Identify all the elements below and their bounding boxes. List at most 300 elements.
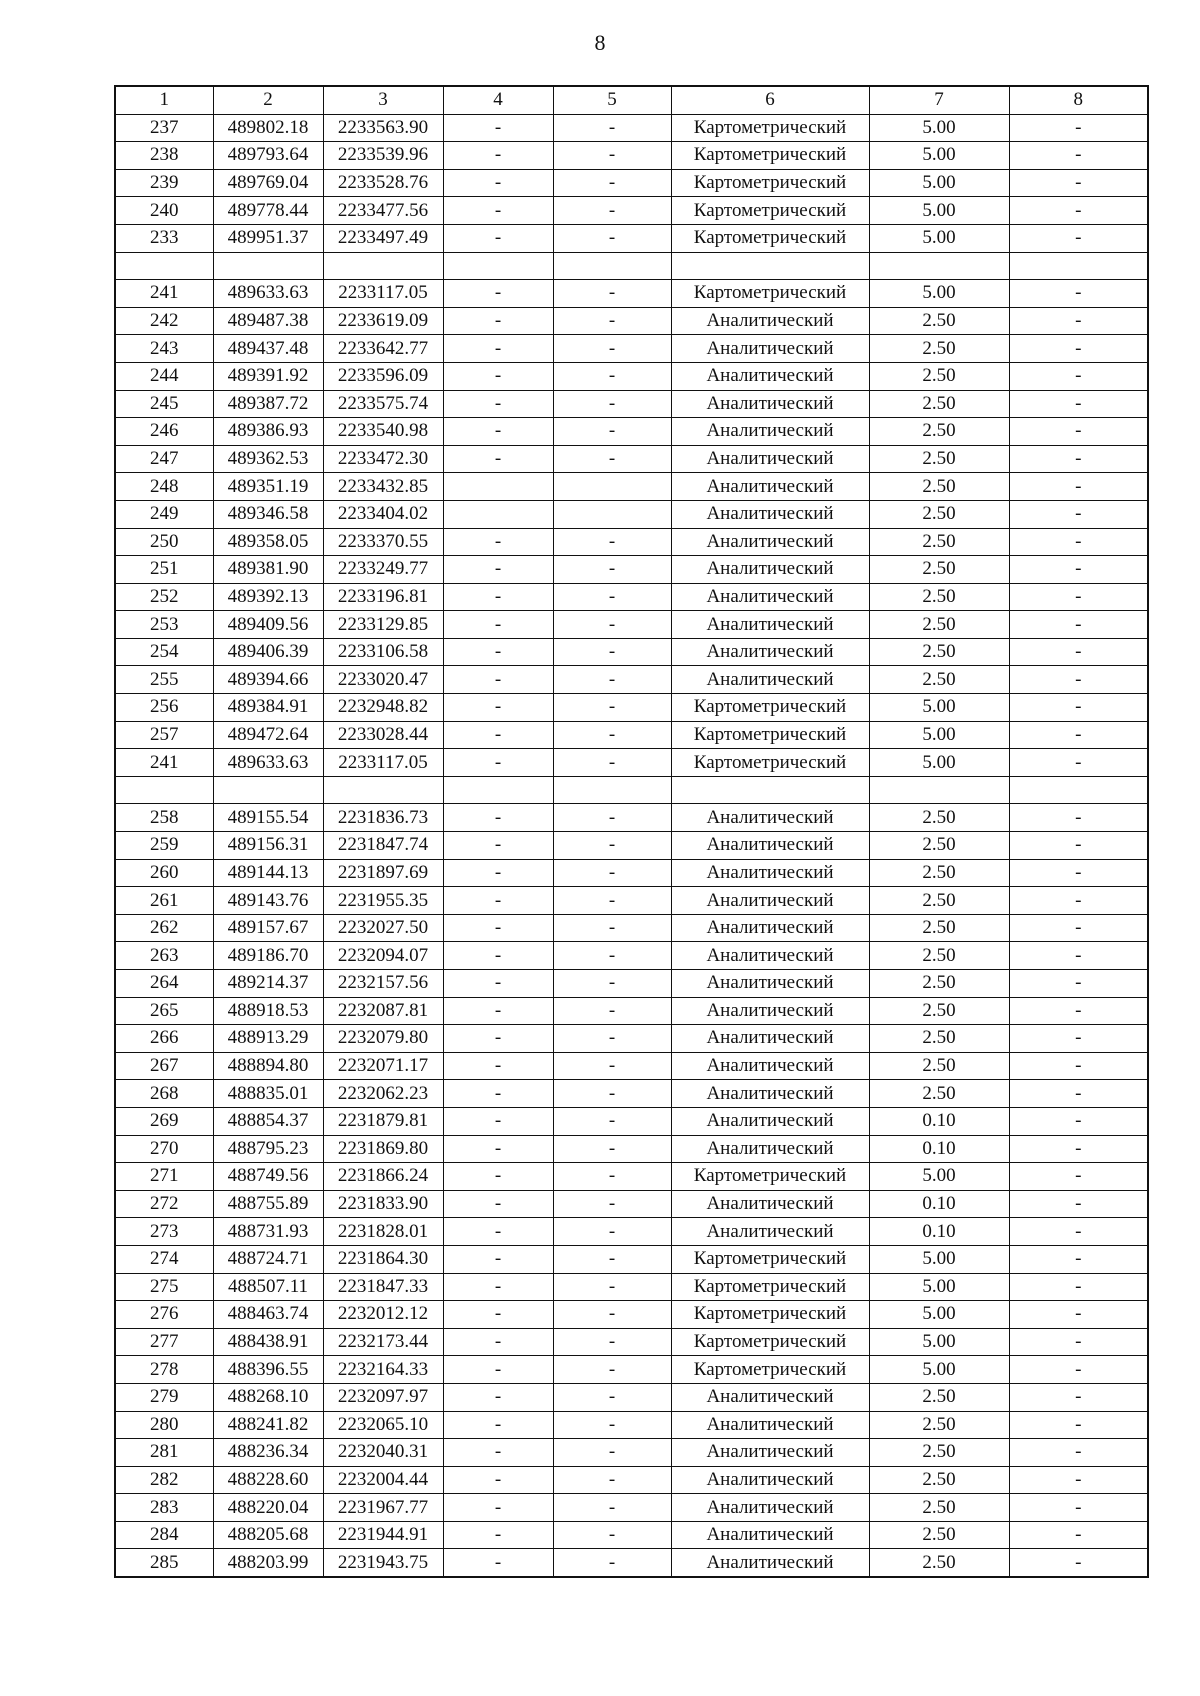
table-cell: Аналитический bbox=[671, 997, 869, 1025]
table-cell: 2.50 bbox=[869, 804, 1009, 832]
table-cell: - bbox=[443, 749, 553, 777]
table-cell: 488918.53 bbox=[213, 997, 323, 1025]
table-cell: 2.50 bbox=[869, 1494, 1009, 1522]
table-row bbox=[115, 1052, 1148, 1080]
table-cell: 2233020.47 bbox=[323, 666, 443, 694]
table-cell: 260 bbox=[115, 859, 213, 887]
table-row bbox=[115, 1466, 1148, 1494]
table-cell: - bbox=[443, 307, 553, 335]
table-cell: - bbox=[1009, 142, 1148, 170]
table-cell bbox=[1009, 252, 1148, 280]
table-cell: - bbox=[1009, 1383, 1148, 1411]
table-cell: - bbox=[553, 445, 671, 473]
table-cell: 2.50 bbox=[869, 418, 1009, 446]
table-cell: - bbox=[553, 280, 671, 308]
table-cell: Аналитический bbox=[671, 832, 869, 860]
table-cell: - bbox=[443, 1439, 553, 1467]
table-cell: - bbox=[553, 666, 671, 694]
table-cell: 488894.80 bbox=[213, 1052, 323, 1080]
table-cell: - bbox=[553, 749, 671, 777]
table-cell: 257 bbox=[115, 721, 213, 749]
table-cell: - bbox=[443, 1245, 553, 1273]
table-cell: 237 bbox=[115, 114, 213, 142]
table-cell: 2232040.31 bbox=[323, 1439, 443, 1467]
table-cell: - bbox=[553, 307, 671, 335]
table-row bbox=[115, 1135, 1148, 1163]
page-number: 8 bbox=[594, 30, 606, 55]
table-cell: - bbox=[1009, 1301, 1148, 1329]
table-cell bbox=[443, 776, 553, 804]
table-row bbox=[115, 1439, 1148, 1467]
table-cell: 5.00 bbox=[869, 1301, 1009, 1329]
table-row bbox=[115, 335, 1148, 363]
table-cell: Аналитический bbox=[671, 418, 869, 446]
table-cell: Аналитический bbox=[671, 1466, 869, 1494]
table-cell: - bbox=[1009, 1521, 1148, 1549]
table-row bbox=[115, 749, 1148, 777]
table-row bbox=[115, 252, 1148, 280]
table-cell: - bbox=[443, 694, 553, 722]
table-body bbox=[115, 114, 1148, 1577]
table-cell: - bbox=[1009, 1218, 1148, 1246]
table-cell: 248 bbox=[115, 473, 213, 501]
table-cell: 2233129.85 bbox=[323, 611, 443, 639]
table-cell: 259 bbox=[115, 832, 213, 860]
table-cell: Аналитический bbox=[671, 1190, 869, 1218]
table-row bbox=[115, 500, 1148, 528]
table-cell: - bbox=[443, 1273, 553, 1301]
table-row bbox=[115, 1356, 1148, 1384]
table-cell: 270 bbox=[115, 1135, 213, 1163]
table-cell: 2.50 bbox=[869, 528, 1009, 556]
table-cell: 2232173.44 bbox=[323, 1328, 443, 1356]
table-cell: Аналитический bbox=[671, 1052, 869, 1080]
table-cell: 249 bbox=[115, 500, 213, 528]
table-row bbox=[115, 169, 1148, 197]
table-cell: Аналитический bbox=[671, 528, 869, 556]
table-cell: 262 bbox=[115, 914, 213, 942]
column-header: 6 bbox=[671, 86, 869, 114]
table-cell: 2231833.90 bbox=[323, 1190, 443, 1218]
table-cell: 2.50 bbox=[869, 832, 1009, 860]
table-row bbox=[115, 307, 1148, 335]
table-cell: 5.00 bbox=[869, 1273, 1009, 1301]
table-row bbox=[115, 224, 1148, 252]
table-cell: 247 bbox=[115, 445, 213, 473]
table-cell: - bbox=[1009, 473, 1148, 501]
table-cell: 273 bbox=[115, 1218, 213, 1246]
table-cell: Аналитический bbox=[671, 583, 869, 611]
table-cell: - bbox=[1009, 390, 1148, 418]
table-cell: Аналитический bbox=[671, 666, 869, 694]
table-cell: 2233432.85 bbox=[323, 473, 443, 501]
table-cell: 2233370.55 bbox=[323, 528, 443, 556]
table-cell: 277 bbox=[115, 1328, 213, 1356]
table-cell: - bbox=[443, 280, 553, 308]
table-cell: 266 bbox=[115, 1025, 213, 1053]
table-cell: 2233028.44 bbox=[323, 721, 443, 749]
table-cell: 241 bbox=[115, 280, 213, 308]
table-cell bbox=[443, 500, 553, 528]
table-cell: 2233528.76 bbox=[323, 169, 443, 197]
column-header: 5 bbox=[553, 86, 671, 114]
table-row bbox=[115, 556, 1148, 584]
table-cell: 2.50 bbox=[869, 997, 1009, 1025]
table-cell: - bbox=[443, 859, 553, 887]
table-cell: 2231847.33 bbox=[323, 1273, 443, 1301]
table-cell: 2231864.30 bbox=[323, 1245, 443, 1273]
table-cell: 258 bbox=[115, 804, 213, 832]
table-cell: 488731.93 bbox=[213, 1218, 323, 1246]
table-cell: - bbox=[443, 721, 553, 749]
table-cell: - bbox=[1009, 280, 1148, 308]
table-row bbox=[115, 1245, 1148, 1273]
table-cell: - bbox=[443, 114, 553, 142]
table-cell: 489157.67 bbox=[213, 914, 323, 942]
table-cell: - bbox=[443, 804, 553, 832]
table-cell: - bbox=[443, 611, 553, 639]
table-cell: 5.00 bbox=[869, 280, 1009, 308]
table-row bbox=[115, 1025, 1148, 1053]
table-cell: 2.50 bbox=[869, 1025, 1009, 1053]
table-cell: 2233404.02 bbox=[323, 500, 443, 528]
table-cell: - bbox=[1009, 445, 1148, 473]
table-cell bbox=[671, 776, 869, 804]
table-cell: - bbox=[1009, 859, 1148, 887]
table-cell: 2232157.56 bbox=[323, 970, 443, 998]
table-cell: 254 bbox=[115, 638, 213, 666]
table-cell: - bbox=[1009, 1135, 1148, 1163]
table-cell: Картометрический bbox=[671, 280, 869, 308]
table-cell: 489951.37 bbox=[213, 224, 323, 252]
table-cell: - bbox=[553, 418, 671, 446]
column-header: 7 bbox=[869, 86, 1009, 114]
table-cell: - bbox=[443, 1466, 553, 1494]
table-cell: 488438.91 bbox=[213, 1328, 323, 1356]
table-cell: - bbox=[443, 1383, 553, 1411]
table-cell: 2232948.82 bbox=[323, 694, 443, 722]
table-cell: 2.50 bbox=[869, 307, 1009, 335]
table-cell: Картометрический bbox=[671, 721, 869, 749]
table-cell: - bbox=[1009, 583, 1148, 611]
table-cell: 2232004.44 bbox=[323, 1466, 443, 1494]
table-cell: - bbox=[443, 142, 553, 170]
table-cell: - bbox=[553, 197, 671, 225]
table-cell: - bbox=[443, 362, 553, 390]
table-cell: 5.00 bbox=[869, 224, 1009, 252]
table-cell: - bbox=[553, 970, 671, 998]
table-cell: - bbox=[1009, 114, 1148, 142]
table-cell: 488396.55 bbox=[213, 1356, 323, 1384]
table-cell: - bbox=[443, 638, 553, 666]
table-cell: - bbox=[443, 887, 553, 915]
table-cell: Картометрический bbox=[671, 1328, 869, 1356]
table-cell: 274 bbox=[115, 1245, 213, 1273]
table-cell: 489351.19 bbox=[213, 473, 323, 501]
table-cell: - bbox=[443, 197, 553, 225]
table-row bbox=[115, 776, 1148, 804]
table-cell: 5.00 bbox=[869, 749, 1009, 777]
table-cell: Картометрический bbox=[671, 749, 869, 777]
table-cell: - bbox=[553, 1245, 671, 1273]
table-cell: - bbox=[443, 556, 553, 584]
table-cell: 489391.92 bbox=[213, 362, 323, 390]
table-cell: 488854.37 bbox=[213, 1107, 323, 1135]
table-cell: 489802.18 bbox=[213, 114, 323, 142]
table-cell: 5.00 bbox=[869, 1163, 1009, 1191]
table-cell: 2233596.09 bbox=[323, 362, 443, 390]
table-cell: 2233540.98 bbox=[323, 418, 443, 446]
table-cell: 489214.37 bbox=[213, 970, 323, 998]
table-cell: - bbox=[1009, 528, 1148, 556]
table-cell: - bbox=[443, 418, 553, 446]
table-cell: 488913.29 bbox=[213, 1025, 323, 1053]
table-cell: - bbox=[553, 611, 671, 639]
table-cell: Картометрический bbox=[671, 1356, 869, 1384]
table-cell: - bbox=[1009, 666, 1148, 694]
table-cell: - bbox=[443, 970, 553, 998]
table-cell: 2231836.73 bbox=[323, 804, 443, 832]
table-cell: - bbox=[553, 694, 671, 722]
table-cell: - bbox=[1009, 1052, 1148, 1080]
table-cell: - bbox=[553, 528, 671, 556]
table-cell: 281 bbox=[115, 1439, 213, 1467]
table-cell: 2231847.74 bbox=[323, 832, 443, 860]
table-cell: 2233539.96 bbox=[323, 142, 443, 170]
table-row bbox=[115, 942, 1148, 970]
table-cell: Аналитический bbox=[671, 970, 869, 998]
table-cell: 2231879.81 bbox=[323, 1107, 443, 1135]
table-cell: Аналитический bbox=[671, 1439, 869, 1467]
table-cell: 2.50 bbox=[869, 390, 1009, 418]
table-cell: 5.00 bbox=[869, 694, 1009, 722]
table-cell: 284 bbox=[115, 1521, 213, 1549]
table-cell bbox=[213, 776, 323, 804]
table-cell: 2232097.97 bbox=[323, 1383, 443, 1411]
table-cell: 285 bbox=[115, 1549, 213, 1577]
table-cell: - bbox=[553, 1135, 671, 1163]
table-cell: 244 bbox=[115, 362, 213, 390]
table-cell: - bbox=[1009, 169, 1148, 197]
table-row bbox=[115, 1163, 1148, 1191]
column-header: 4 bbox=[443, 86, 553, 114]
table-cell: 489346.58 bbox=[213, 500, 323, 528]
table-cell: Аналитический bbox=[671, 1521, 869, 1549]
table-cell: 2.50 bbox=[869, 1052, 1009, 1080]
table-cell: 268 bbox=[115, 1080, 213, 1108]
table-cell: - bbox=[443, 1549, 553, 1577]
table-cell: 2232079.80 bbox=[323, 1025, 443, 1053]
table-cell: 241 bbox=[115, 749, 213, 777]
table-cell: - bbox=[1009, 197, 1148, 225]
table-cell: - bbox=[1009, 721, 1148, 749]
table-cell: 488724.71 bbox=[213, 1245, 323, 1273]
table-row bbox=[115, 1218, 1148, 1246]
table-cell bbox=[323, 776, 443, 804]
table-cell: 2.50 bbox=[869, 362, 1009, 390]
table-cell: 5.00 bbox=[869, 1328, 1009, 1356]
table-cell: 2232087.81 bbox=[323, 997, 443, 1025]
table-cell: 5.00 bbox=[869, 1245, 1009, 1273]
table-cell: - bbox=[1009, 887, 1148, 915]
table-cell: - bbox=[553, 142, 671, 170]
table-cell: - bbox=[1009, 832, 1148, 860]
table-cell: Аналитический bbox=[671, 473, 869, 501]
table-cell: - bbox=[1009, 1328, 1148, 1356]
table-cell: 489633.63 bbox=[213, 749, 323, 777]
table-cell: 2233117.05 bbox=[323, 280, 443, 308]
table-cell: - bbox=[553, 390, 671, 418]
table-cell bbox=[443, 252, 553, 280]
table-cell: 256 bbox=[115, 694, 213, 722]
table-cell: Картометрический bbox=[671, 1273, 869, 1301]
table-cell: Аналитический bbox=[671, 1411, 869, 1439]
table-cell: - bbox=[1009, 1163, 1148, 1191]
table-cell: - bbox=[443, 528, 553, 556]
table-cell: 489362.53 bbox=[213, 445, 323, 473]
table-cell: - bbox=[443, 1411, 553, 1439]
table-cell: - bbox=[553, 1107, 671, 1135]
table-cell: 2233196.81 bbox=[323, 583, 443, 611]
table-cell: - bbox=[553, 224, 671, 252]
table-cell bbox=[869, 252, 1009, 280]
table-cell: - bbox=[553, 1218, 671, 1246]
table-cell bbox=[869, 776, 1009, 804]
table-cell: 2.50 bbox=[869, 970, 1009, 998]
table-cell: - bbox=[1009, 694, 1148, 722]
table-cell: 488268.10 bbox=[213, 1383, 323, 1411]
table-cell: 253 bbox=[115, 611, 213, 639]
table-cell: - bbox=[443, 445, 553, 473]
table-cell: 275 bbox=[115, 1273, 213, 1301]
table-cell: 283 bbox=[115, 1494, 213, 1522]
table-cell: 2233249.77 bbox=[323, 556, 443, 584]
table-cell: 489143.76 bbox=[213, 887, 323, 915]
table-cell: Аналитический bbox=[671, 804, 869, 832]
table-cell: 489387.72 bbox=[213, 390, 323, 418]
table-cell: 2233117.05 bbox=[323, 749, 443, 777]
table-cell: 2233619.09 bbox=[323, 307, 443, 335]
table-cell: 243 bbox=[115, 335, 213, 363]
table-cell: 2.50 bbox=[869, 583, 1009, 611]
table-row bbox=[115, 1521, 1148, 1549]
table-cell bbox=[1009, 776, 1148, 804]
table-row bbox=[115, 666, 1148, 694]
table-row bbox=[115, 142, 1148, 170]
table-cell: - bbox=[1009, 556, 1148, 584]
table-cell bbox=[443, 473, 553, 501]
table-cell: 264 bbox=[115, 970, 213, 998]
table-cell: 0.10 bbox=[869, 1135, 1009, 1163]
table-cell: 488507.11 bbox=[213, 1273, 323, 1301]
table-cell: 489487.38 bbox=[213, 307, 323, 335]
table-cell: 250 bbox=[115, 528, 213, 556]
table-row bbox=[115, 997, 1148, 1025]
table-cell: - bbox=[1009, 1411, 1148, 1439]
table-cell: - bbox=[443, 997, 553, 1025]
table-cell: - bbox=[443, 1080, 553, 1108]
column-header: 3 bbox=[323, 86, 443, 114]
table-row bbox=[115, 694, 1148, 722]
table-row bbox=[115, 418, 1148, 446]
table-cell: Картометрический bbox=[671, 142, 869, 170]
table-cell: - bbox=[443, 1328, 553, 1356]
table-cell: - bbox=[553, 1383, 671, 1411]
table-cell: 2231869.80 bbox=[323, 1135, 443, 1163]
table-cell: - bbox=[443, 666, 553, 694]
table-cell: Аналитический bbox=[671, 1383, 869, 1411]
table-cell bbox=[553, 500, 671, 528]
table-cell: Аналитический bbox=[671, 1218, 869, 1246]
table-cell: - bbox=[443, 1356, 553, 1384]
table-row bbox=[115, 362, 1148, 390]
table-row bbox=[115, 804, 1148, 832]
table-cell: 489384.91 bbox=[213, 694, 323, 722]
table-row bbox=[115, 1549, 1148, 1577]
table-cell: 2233472.30 bbox=[323, 445, 443, 473]
table-cell: 0.10 bbox=[869, 1218, 1009, 1246]
table-cell: Аналитический bbox=[671, 1080, 869, 1108]
table-cell: - bbox=[443, 1521, 553, 1549]
table-cell: - bbox=[1009, 418, 1148, 446]
column-header: 8 bbox=[1009, 86, 1148, 114]
table-cell: 2.50 bbox=[869, 473, 1009, 501]
table-cell: - bbox=[553, 804, 671, 832]
table-cell: 2.50 bbox=[869, 1549, 1009, 1577]
table-row bbox=[115, 583, 1148, 611]
table-row bbox=[115, 528, 1148, 556]
table-cell: 2.50 bbox=[869, 445, 1009, 473]
table-cell: Аналитический bbox=[671, 1107, 869, 1135]
table-cell: Картометрический bbox=[671, 694, 869, 722]
table-row bbox=[115, 197, 1148, 225]
table-cell: Картометрический bbox=[671, 169, 869, 197]
table-cell: - bbox=[553, 1411, 671, 1439]
table-cell: Картометрический bbox=[671, 1163, 869, 1191]
table-cell: 269 bbox=[115, 1107, 213, 1135]
table-cell: 489769.04 bbox=[213, 169, 323, 197]
table-cell: 267 bbox=[115, 1052, 213, 1080]
table-cell: - bbox=[1009, 970, 1148, 998]
table-cell: 280 bbox=[115, 1411, 213, 1439]
table-cell: - bbox=[443, 1135, 553, 1163]
table-cell: 489358.05 bbox=[213, 528, 323, 556]
table-cell: - bbox=[553, 1494, 671, 1522]
table-cell: 489394.66 bbox=[213, 666, 323, 694]
table-row bbox=[115, 887, 1148, 915]
table-cell: - bbox=[1009, 362, 1148, 390]
table-row bbox=[115, 970, 1148, 998]
table-row bbox=[115, 114, 1148, 142]
table-cell: - bbox=[1009, 1466, 1148, 1494]
table-cell: - bbox=[1009, 224, 1148, 252]
table-row bbox=[115, 859, 1148, 887]
table-cell: - bbox=[443, 832, 553, 860]
table-cell: Картометрический bbox=[671, 114, 869, 142]
table-cell: - bbox=[553, 1439, 671, 1467]
table-cell: 2.50 bbox=[869, 556, 1009, 584]
table-cell: - bbox=[553, 887, 671, 915]
table-cell: Картометрический bbox=[671, 1301, 869, 1329]
table-cell: 2233642.77 bbox=[323, 335, 443, 363]
table-cell: - bbox=[1009, 804, 1148, 832]
table-cell: 489793.64 bbox=[213, 142, 323, 170]
table-row bbox=[115, 280, 1148, 308]
table-cell: Аналитический bbox=[671, 1549, 869, 1577]
table-cell: 2232062.23 bbox=[323, 1080, 443, 1108]
table-cell bbox=[553, 473, 671, 501]
table-cell: 2233563.90 bbox=[323, 114, 443, 142]
